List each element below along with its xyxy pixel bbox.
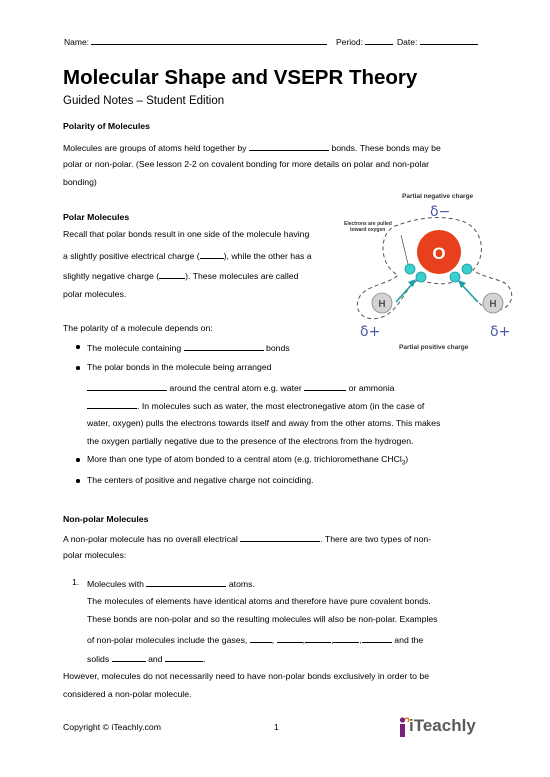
- polarity-line-2: polar or non-polar. (See lesson 2-2 on covalent bonding for more details on polar and non-polar: [63, 159, 430, 169]
- name-label: Name:: [64, 37, 90, 47]
- nonpolar-item-line-2: The molecules of elements have identical atoms and therefore have pure covalent bonds.: [87, 596, 431, 606]
- blank-gas-2[interactable]: [277, 634, 303, 643]
- page-subtitle: Guided Notes – Student Edition: [63, 95, 225, 107]
- bullet-contains-polar: [87, 342, 290, 353]
- polar-text: a slightly positive electrical charge (: [63, 251, 200, 261]
- name-field[interactable]: [64, 36, 327, 47]
- nonpolar-text: and the: [394, 635, 424, 645]
- subscript: 3: [401, 460, 406, 467]
- arrow-head-icon: [458, 280, 466, 288]
- polar-text: ). These molecules are called: [185, 271, 299, 281]
- bullet-arranged-line-4: water, oxygen) pulls the electrons towards itself and away from the other atoms. This makes: [87, 418, 441, 428]
- bullet-text: bonds: [266, 343, 290, 353]
- blank-gas-3[interactable]: [305, 634, 331, 643]
- nonpolar-text: A non-polar molecule has no overall electrical: [63, 534, 238, 544]
- hydrogen-symbol: H: [489, 299, 497, 310]
- bullet-text: around the central atom e.g. water: [169, 383, 302, 393]
- electron-icon: [405, 264, 415, 274]
- blank-gas-4[interactable]: [333, 634, 359, 643]
- oxygen-symbol: O: [432, 244, 446, 263]
- polar-text: slightly negative charge (: [63, 271, 160, 281]
- blank-arrangement[interactable]: [87, 382, 167, 391]
- blank-ammonia-formula[interactable]: [87, 400, 137, 409]
- delta-plus-right-label: δ+: [490, 324, 511, 340]
- period-label: Period:: [336, 37, 363, 47]
- nonpolar-however-1: However, molecules do not necessarily need to have non-polar bonds exclusively in order to be: [63, 671, 430, 681]
- logo-text: iTeachly: [409, 716, 476, 735]
- page-title: Molecular Shape and VSEPR Theory: [63, 66, 418, 89]
- polar-heading: Polar Molecules: [63, 212, 130, 222]
- nonpolar-item-line-3: These bonds are non-polar and so the resulting molecules will also be non-polar. Examples: [87, 614, 438, 624]
- blank-polar-bonds[interactable]: [184, 342, 264, 351]
- bullet-text: or ammonia: [348, 383, 395, 393]
- nonpolar-item-line-4: of non-polar molecules include the gases, , , , , and the: [87, 635, 424, 645]
- bullet-arranged-line-5: the oxygen partially negative due to the presence of the electrons from the hydrogen.: [87, 436, 414, 446]
- bullet-arranged-line-3: [87, 400, 424, 411]
- partial-negative-label: Partial negative charge: [402, 193, 474, 200]
- arrow-head-icon: [408, 279, 416, 287]
- delta-minus-label: δ−: [430, 204, 451, 220]
- blank-charge[interactable]: [240, 533, 320, 542]
- bullet: [76, 458, 80, 462]
- hydrogen-symbol: H: [378, 299, 386, 310]
- polarity-heading: Polarity of Molecules: [63, 121, 150, 131]
- footer-copyright: Copyright © iTeachly.com: [63, 722, 161, 732]
- polar-para-1: Recall that polar bonds result in one side of the molecule having: [63, 229, 310, 239]
- iteachly-logo: [395, 714, 487, 740]
- partial-positive-label: Partial positive charge: [399, 344, 469, 351]
- polar-text: ), while the other has a: [223, 251, 312, 261]
- bullet-text: . In molecules such as water, the most electronegative atom (in the case of: [137, 401, 425, 411]
- nonpolar-however-2: considered a non-polar molecule.: [63, 689, 192, 699]
- period-field[interactable]: [336, 36, 393, 47]
- nonpolar-text: .: [202, 654, 206, 664]
- blank-water-formula[interactable]: [304, 382, 346, 391]
- date-label: Date:: [397, 37, 418, 47]
- list-number: 1.: [72, 577, 80, 587]
- bullet-arranged: The polar bonds in the molecule being arranged: [87, 362, 272, 372]
- nonpolar-line-2: polar molecules:: [63, 550, 127, 560]
- bullet: [76, 345, 80, 349]
- name-blank[interactable]: [91, 36, 327, 45]
- nonpolar-item-1: [87, 578, 255, 589]
- pointer-line: [401, 235, 408, 264]
- page-number: 1: [274, 722, 279, 732]
- electrons-pulled-line-2: toward oxygen: [350, 227, 386, 233]
- blank-bond-type[interactable]: [249, 142, 329, 151]
- nonpolar-text: solids: [87, 654, 110, 664]
- blank-positive-symbol[interactable]: [200, 250, 224, 259]
- bullet-types-of-atom: [87, 455, 408, 467]
- electron-icon: [416, 272, 426, 282]
- polarity-text: Molecules are groups of atoms held together by: [63, 143, 247, 153]
- polarity-line-1: [63, 142, 441, 153]
- nonpolar-text: of non-polar molecules include the gases,: [87, 635, 248, 645]
- polar-para-2: [63, 250, 312, 261]
- bullet-arranged-line-2: [87, 382, 394, 393]
- nonpolar-text: . There are two types of non-: [320, 534, 432, 544]
- blank-gas-1[interactable]: [250, 634, 272, 643]
- polarity-depends: The polarity of a molecule depends on:: [63, 323, 213, 333]
- bullet-centers: The centers of positive and negative charge not coinciding.: [87, 475, 314, 485]
- electron-icon: [462, 264, 472, 274]
- polarity-text: bonds. These bonds may be: [331, 143, 441, 153]
- nonpolar-text: and: [148, 654, 163, 664]
- bullet: [76, 479, 80, 483]
- nonpolar-item-line-5: [87, 653, 205, 664]
- blank-gas-5[interactable]: [362, 634, 392, 643]
- polar-para-3: [63, 270, 298, 281]
- delta-plus-left-label: δ+: [360, 324, 381, 340]
- polarity-line-3: bonding): [63, 177, 97, 187]
- date-blank[interactable]: [420, 36, 478, 45]
- bullet-text: ): [405, 454, 409, 464]
- electrons-pulled-line-1: Electrons are pulled: [344, 221, 392, 227]
- blank-negative-symbol[interactable]: [159, 270, 185, 279]
- date-field[interactable]: [397, 36, 478, 47]
- blank-identical[interactable]: [146, 578, 226, 587]
- blank-solid-1[interactable]: [112, 653, 146, 662]
- water-polarity-diagram: [338, 190, 520, 358]
- period-blank[interactable]: [365, 36, 393, 45]
- nonpolar-text: atoms.: [228, 579, 255, 589]
- bullet-text: The molecule containing: [87, 343, 182, 353]
- nonpolar-heading: Non-polar Molecules: [63, 514, 149, 524]
- nonpolar-text: Molecules with: [87, 579, 144, 589]
- bullet: [76, 366, 80, 370]
- nonpolar-line-1: [63, 533, 431, 544]
- polar-para-4: polar molecules.: [63, 289, 127, 299]
- blank-solid-2[interactable]: [165, 653, 206, 664]
- electrons-pulled-label: [344, 221, 392, 233]
- bullet-text: More than one type of atom bonded to a central atom (e.g. trichloromethane CHCl: [87, 454, 402, 464]
